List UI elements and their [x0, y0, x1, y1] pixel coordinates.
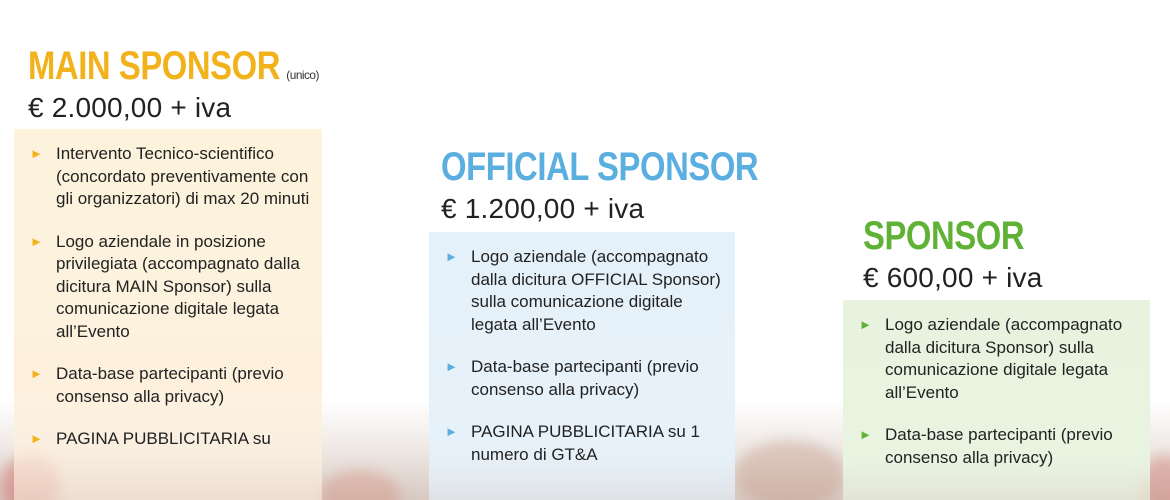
list-item: ► Data-base partecipanti (previo consenso alla privacy) — [30, 363, 312, 408]
list-item: ► Data-base partecipanti (previo consenso alla privacy) — [859, 424, 1140, 469]
list-item: ► Logo aziendale in posizione privilegiata (accompagnato dalla dicitura MAIN Sponsor) sulla comunicazione digitale legata all’Evento — [30, 231, 312, 344]
triangle-bullet-icon: ► — [30, 146, 43, 161]
tier-price: € 1.200,00 + iva — [441, 193, 645, 224]
triangle-bullet-icon: ► — [859, 317, 872, 332]
main-sponsor-heading — [28, 46, 377, 124]
main-sponsor-panel — [14, 129, 322, 500]
tier-title: OFFICIAL SPONSOR — [441, 145, 759, 189]
tier-title: MAIN SPONSOR (unico) — [28, 44, 320, 88]
triangle-bullet-icon: ► — [30, 366, 43, 381]
official-sponsor-heading — [441, 147, 828, 225]
list-item: ► Logo aziendale (accompagnato dalla dicitura Sponsor) sulla comunicazione digitale legata all’Evento — [859, 314, 1140, 404]
triangle-bullet-icon: ► — [445, 359, 458, 374]
official-sponsor-panel — [429, 232, 735, 500]
tier-title: SPONSOR — [863, 214, 1025, 258]
triangle-bullet-icon: ► — [30, 431, 43, 446]
list-item: ► PAGINA PUBBLICITARIA su — [30, 428, 312, 451]
sponsor-heading — [863, 216, 1060, 294]
tier-price: € 600,00 + iva — [863, 262, 1043, 293]
triangle-bullet-icon: ► — [859, 427, 872, 442]
sponsor-panel — [843, 300, 1150, 500]
tier-price: € 2.000,00 + iva — [28, 92, 232, 123]
list-item: ► Logo aziendale (accompagnato dalla dicitura OFFICIAL Sponsor) sulla comunicazione digitale legata all’Evento — [445, 246, 725, 336]
list-item: ► PAGINA PUBBLICITARIA su 1 numero di GT&A — [445, 421, 725, 466]
list-item: ► Data-base partecipanti (previo consenso alla privacy) — [445, 356, 725, 401]
tier-note: (unico) — [286, 68, 320, 82]
list-item: ► Intervento Tecnico-scientifico (concordato preventivamente con gli organizzatori) di max 20 minuti — [30, 143, 312, 211]
triangle-bullet-icon: ► — [30, 233, 43, 249]
triangle-bullet-icon: ► — [445, 424, 458, 439]
triangle-bullet-icon: ► — [445, 249, 458, 264]
